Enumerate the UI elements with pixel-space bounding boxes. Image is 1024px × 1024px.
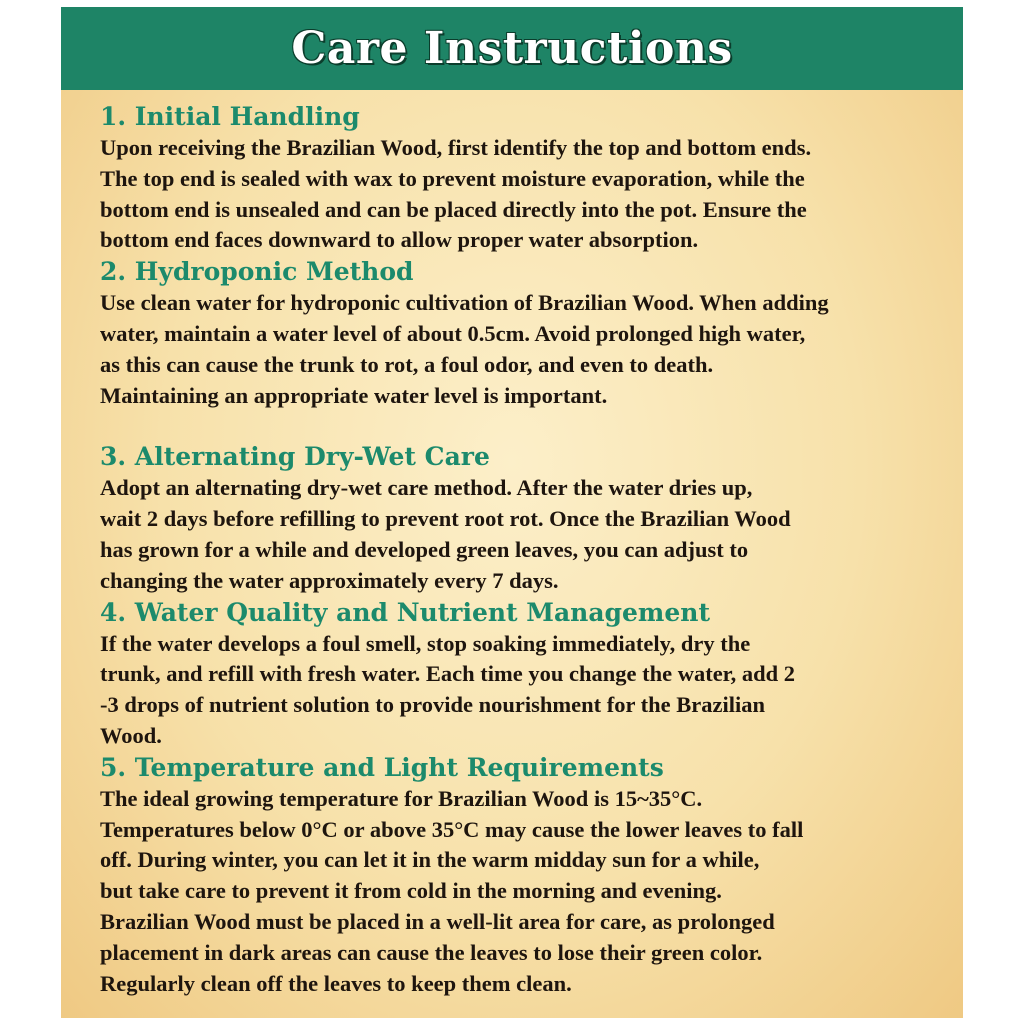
section-heading: 3. Alternating Dry-Wet Care	[100, 442, 490, 472]
section-body	[100, 288, 945, 411]
section-body	[100, 784, 945, 1000]
header-banner	[61, 7, 963, 90]
body-line: Adopt an alternating dry-wet care method. After the water dries up,	[100, 475, 753, 501]
section-body	[100, 133, 945, 256]
body-line: Regularly clean off the leaves to keep them clean.	[100, 970, 572, 996]
section-heading: 4. Water Quality and Nutrient Management	[100, 597, 711, 627]
section-heading: 5. Temperature and Light Requirements	[100, 752, 664, 782]
instructions-content	[100, 101, 945, 999]
section-heading: 2. Hydroponic Method	[100, 257, 414, 287]
body-line: changing the water approximately every 7 days.	[100, 567, 559, 593]
body-line: The ideal growing temperature for Brazilian Wood is 15~35°C.	[100, 785, 703, 811]
section-temperature-light	[100, 752, 945, 1000]
section-initial-handling	[100, 101, 945, 256]
body-line: but take care to prevent it from cold in the morning and evening.	[100, 878, 722, 904]
body-line: Maintaining an appropriate water level is important.	[100, 382, 608, 408]
body-line: water, maintain a water level of about 0.5cm. Avoid prolonged high water,	[100, 320, 806, 346]
body-line: Brazilian Wood must be placed in a well-lit area for care, as prolonged	[100, 908, 775, 934]
body-line: Upon receiving the Brazilian Wood, first identify the top and bottom ends.	[100, 135, 812, 160]
body-line: -3 drops of nutrient solution to provide nourishment for the Brazilian	[100, 692, 766, 718]
body-line: Use clean water for hydroponic cultivation of Brazilian Wood. When adding	[100, 290, 829, 316]
body-line: bottom end faces downward to allow proper water absorption.	[100, 227, 699, 253]
section-spacer	[100, 411, 945, 441]
section-heading: 1. Initial Handling	[100, 102, 360, 131]
body-line: Wood.	[100, 722, 162, 748]
body-line: off. During winter, you can let it in the warm midday sun for a while,	[100, 847, 760, 873]
section-hydroponic-method	[100, 256, 945, 411]
body-line: bottom end is unsealed and can be placed directly into the pot. Ensure the	[100, 196, 807, 222]
body-line: Temperatures below 0°C or above 35°C may cause the lower leaves to fall	[100, 816, 804, 842]
body-line: The top end is sealed with wax to prevent moisture evaporation, while the	[100, 165, 805, 191]
section-body	[100, 629, 945, 752]
section-water-quality	[100, 597, 945, 752]
page-title: Care Instructions	[291, 23, 733, 74]
body-line: If the water develops a foul smell, stop soaking immediately, dry the	[100, 630, 751, 656]
body-line: has grown for a while and developed green leaves, you can adjust to	[100, 536, 749, 562]
body-line: placement in dark areas can cause the leaves to lose their green color.	[100, 939, 763, 965]
care-instructions-card	[61, 7, 963, 1018]
section-body	[100, 473, 945, 596]
body-line: trunk, and refill with fresh water. Each time you change the water, add 2	[100, 661, 796, 687]
section-dry-wet-care	[100, 441, 945, 596]
body-line: wait 2 days before refilling to prevent root rot. Once the Brazilian Wood	[100, 506, 791, 532]
body-line: as this can cause the trunk to rot, a foul odor, and even to death.	[100, 351, 714, 377]
